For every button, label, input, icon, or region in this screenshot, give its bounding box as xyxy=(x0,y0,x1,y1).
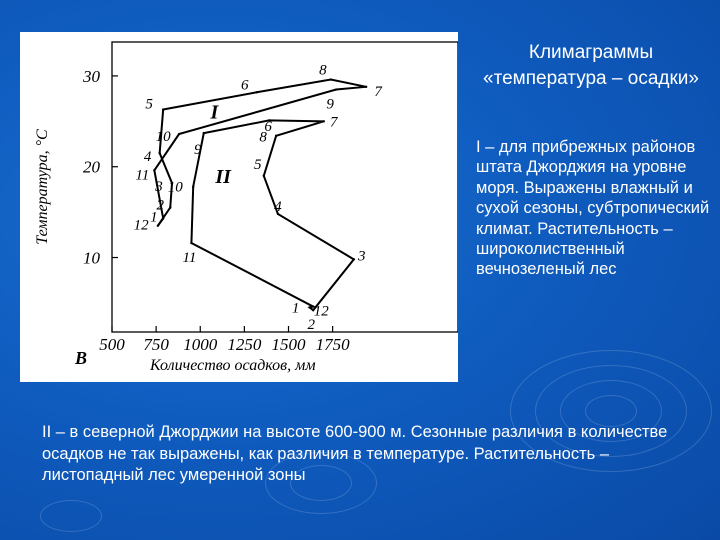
month-label: 9 xyxy=(194,142,202,159)
x-tick-label: 1250 xyxy=(227,335,262,354)
series-label: II xyxy=(215,166,231,189)
data-point xyxy=(308,306,310,308)
x-tick-label: 1750 xyxy=(315,335,350,354)
data-point xyxy=(169,206,171,208)
data-point xyxy=(162,108,164,110)
month-label: 10 xyxy=(155,129,171,146)
data-point xyxy=(323,120,325,122)
month-label: 3 xyxy=(155,179,163,196)
y-tick-label: 20 xyxy=(83,157,100,177)
x-axis-label: Количество осадков, мм xyxy=(150,357,316,374)
month-label: 7 xyxy=(374,83,382,100)
x-tick-label: 1000 xyxy=(183,335,218,354)
series-i-line xyxy=(154,80,366,226)
climagram-chart xyxy=(20,32,458,382)
month-label: 5 xyxy=(254,156,262,173)
month-label: 1 xyxy=(291,300,300,317)
x-tick-label: 1500 xyxy=(271,335,306,354)
series-label: I xyxy=(210,101,219,124)
y-axis-label: Температура, °C xyxy=(34,129,51,245)
month-label: 4 xyxy=(274,198,282,215)
data-point xyxy=(153,169,155,171)
data-point xyxy=(263,175,265,177)
month-label: 3 xyxy=(358,248,366,265)
month-label: 11 xyxy=(182,249,197,266)
series-ii-line xyxy=(191,120,353,310)
month-label: 6 xyxy=(240,77,249,94)
month-label: 12 xyxy=(133,217,149,234)
y-tick-label: 30 xyxy=(83,66,100,86)
data-point xyxy=(335,88,337,90)
data-point xyxy=(190,242,192,244)
month-label: 8 xyxy=(319,62,327,79)
data-point xyxy=(256,91,258,93)
x-tick-label: 500 xyxy=(99,335,125,354)
x-tick-label: 750 xyxy=(143,335,169,354)
slide-title: Климаграммы «температура – осадки» xyxy=(483,42,699,89)
month-label: 11 xyxy=(135,167,150,184)
month-label: 9 xyxy=(326,96,334,113)
month-label: 2 xyxy=(156,197,164,214)
data-point xyxy=(192,185,194,187)
month-label: 12 xyxy=(313,303,329,320)
month-label: 1 xyxy=(150,209,158,226)
month-label: 5 xyxy=(145,96,153,113)
month-label: 4 xyxy=(143,149,152,166)
description-type-i: I – для прибрежных районов штата Джорджия на уровне моря. Выражены влажный и сухой сезоны, субтропический климат. Растительность – широколиственный вечнозеленый лес xyxy=(476,138,710,279)
y-tick-label: 10 xyxy=(83,248,100,268)
data-point xyxy=(178,133,180,135)
plot-frame xyxy=(112,42,458,332)
description-type-ii: II – в северной Джорджии на высоте 600-900 м. Сезонные различия в количестве осадков не так выражены, как различия в температуре. Растительность – листопадный лес умеренной зоны xyxy=(42,423,668,484)
month-label: 10 xyxy=(167,179,183,196)
data-point xyxy=(162,217,164,219)
data-point xyxy=(275,135,277,137)
month-label: 6 xyxy=(264,118,272,135)
panel-label: B xyxy=(75,348,88,368)
ripple-decoration xyxy=(40,500,102,532)
data-point xyxy=(158,152,160,154)
month-label: 8 xyxy=(259,129,267,146)
month-label: 7 xyxy=(330,114,338,131)
month-label: 2 xyxy=(307,317,315,334)
data-point xyxy=(330,78,332,80)
data-point xyxy=(353,258,355,260)
data-point xyxy=(203,132,205,134)
data-point xyxy=(365,86,367,88)
climagram-figure xyxy=(20,32,458,382)
